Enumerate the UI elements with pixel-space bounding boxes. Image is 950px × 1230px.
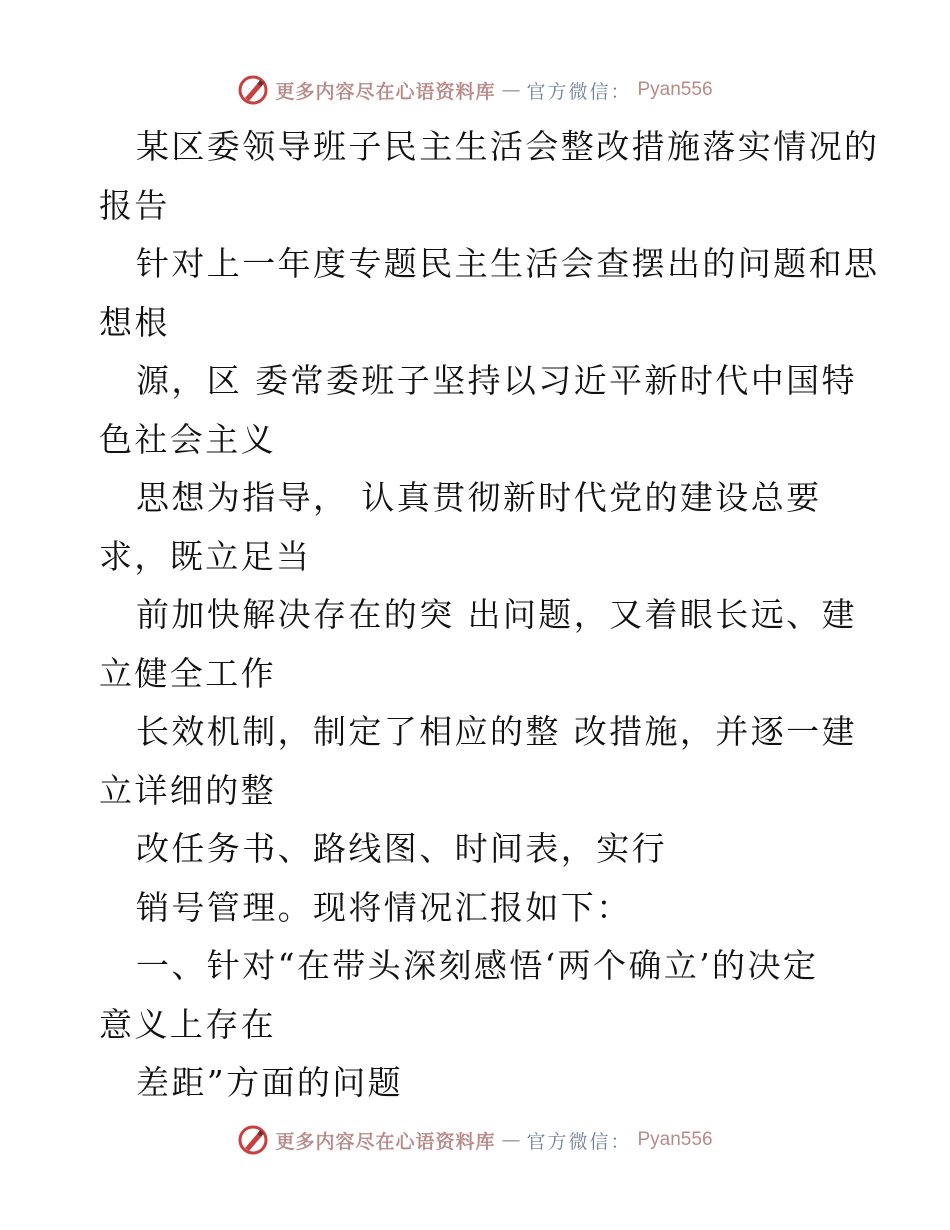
watermark-id: Pyan556: [637, 79, 713, 100]
text-line: 报告: [99, 185, 170, 225]
text-line: 意义上存在: [99, 1004, 276, 1044]
text-line: 前加快解决存在的突 出问题，又着眼长远、建: [136, 595, 857, 634]
text-line: 针对上一年度专题民主生活会查摆出的问题和思: [136, 244, 880, 283]
watermark-label: 官方微信：: [526, 1130, 632, 1153]
pen-seal-icon: [237, 1124, 269, 1156]
footer-watermark: [0, 1120, 950, 1160]
text-line: 求，既立足当: [99, 536, 312, 576]
pen-seal-icon: [237, 74, 269, 106]
text-line: 立健全工作: [99, 653, 276, 693]
text-line: 差距”方面的问题: [136, 1063, 404, 1102]
text-line: 改任务书、路线图、时间表，实行: [136, 829, 667, 868]
text-line: 源，区 委常委班子坚持以习近平新时代中国特: [136, 361, 857, 400]
text-line: 立详细的整: [99, 770, 276, 810]
text-line: 一、针对“在带头深刻感悟‘两个确立’的决定: [136, 946, 819, 985]
document-body: [99, 118, 880, 1113]
text-line: 想根: [99, 302, 170, 342]
watermark-id: Pyan556: [637, 1129, 713, 1150]
text-line: 长效机制，制定了相应的整 改措施，并逐一建: [136, 712, 857, 751]
text-line: 思想为指导， 认真贯彻新时代党的建设总要: [136, 478, 822, 517]
watermark-label: 官方微信：: [526, 80, 632, 103]
watermark-brand: 更多内容尽在心语资料库: [275, 1130, 496, 1153]
text-line: 色社会主义: [99, 419, 276, 459]
text-line: 销号管理。现将情况汇报如下：: [136, 887, 632, 927]
watermark-dash: —: [501, 79, 521, 101]
watermark-brand: 更多内容尽在心语资料库: [275, 80, 496, 103]
text-line: 某区委领导班子民主生活会整改措施落实情况的: [136, 127, 880, 166]
watermark-dash: —: [501, 1129, 521, 1151]
header-watermark: [0, 70, 950, 110]
